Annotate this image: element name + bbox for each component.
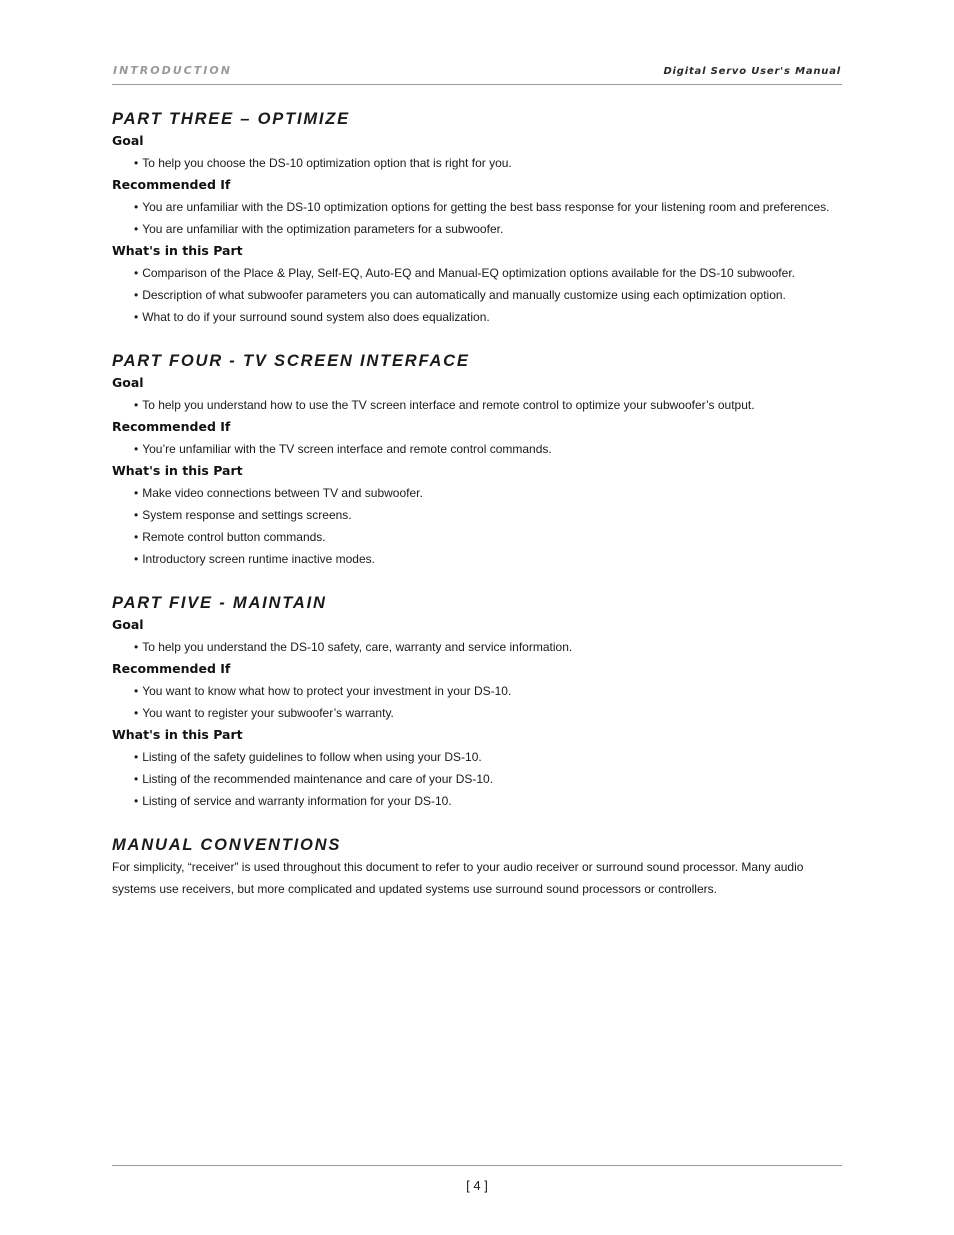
part-title: PART FOUR - TV SCREEN INTERFACE — [112, 352, 470, 370]
recommended-heading: Recommended If — [112, 419, 231, 434]
whats-in-part-list — [112, 482, 842, 570]
part-three-section — [112, 108, 842, 328]
list-item: • You want to know what how to protect your investment in your DS-10. — [134, 680, 842, 702]
goal-heading: Goal — [112, 375, 144, 390]
list-item: • Remote control button commands. — [134, 526, 842, 548]
page-header — [112, 62, 842, 85]
part-five-section — [112, 592, 842, 812]
header-manual-title: Digital Servo User's Manual — [663, 66, 841, 77]
whats-in-part-heading: What's in this Part — [112, 463, 243, 478]
list-item: • Listing of the recommended maintenance and care of your DS-10. — [134, 768, 842, 790]
part-four-section — [112, 350, 842, 570]
list-item: • To help you understand the DS-10 safety, care, warranty and service information. — [134, 636, 842, 658]
list-item: • Make video connections between TV and subwoofer. — [134, 482, 842, 504]
whats-in-part-heading: What's in this Part — [112, 243, 243, 258]
list-item: • You’re unfamiliar with the TV screen interface and remote control commands. — [134, 438, 842, 460]
goal-heading: Goal — [112, 133, 144, 148]
conventions-paragraph: For simplicity, “receiver” is used throughout this document to refer to your audio receiver or surround sound processor. Many audio systems use receivers, but more complicated and updated systems use surround sound processors or controllers. — [112, 860, 804, 896]
recommended-heading: Recommended If — [112, 177, 231, 192]
recommended-list — [112, 680, 842, 724]
part-title: PART THREE – OPTIMIZE — [112, 110, 350, 128]
section-title: MANUAL CONVENTIONS — [112, 836, 342, 854]
list-item: • You are unfamiliar with the optimization parameters for a subwoofer. — [134, 218, 842, 240]
list-item: • What to do if your surround sound system also does equalization. — [134, 306, 842, 328]
page-number: [ 4 ] — [466, 1178, 488, 1193]
goal-list — [112, 636, 842, 658]
goal-list — [112, 394, 842, 416]
recommended-list — [112, 438, 842, 460]
header-section-label: INTRODUCTION — [113, 64, 232, 77]
list-item: • Comparison of the Place & Play, Self-EQ, Auto-EQ and Manual-EQ optimization options available for the DS-10 subwoofer. — [134, 262, 842, 284]
goal-list — [112, 152, 842, 174]
list-item: • Description of what subwoofer parameters you can automatically and manually customize using each optimization option. — [134, 284, 842, 306]
recommended-heading: Recommended If — [112, 661, 231, 676]
list-item: • System response and settings screens. — [134, 504, 842, 526]
list-item: • You are unfamiliar with the DS-10 optimization options for getting the best bass response for your listening room and preferences. — [134, 196, 842, 218]
page-content — [112, 108, 842, 922]
whats-in-part-heading: What's in this Part — [112, 727, 243, 742]
list-item: • Introductory screen runtime inactive modes. — [134, 548, 842, 570]
list-item: • Listing of service and warranty information for your DS-10. — [134, 790, 842, 812]
goal-heading: Goal — [112, 617, 144, 632]
footer-divider — [112, 1165, 842, 1166]
list-item: • You want to register your subwoofer’s warranty. — [134, 702, 842, 724]
recommended-list — [112, 196, 842, 240]
whats-in-part-list — [112, 746, 842, 812]
list-item: • To help you understand how to use the TV screen interface and remote control to optimize your subwoofer’s output. — [134, 394, 842, 416]
part-title: PART FIVE - MAINTAIN — [112, 594, 327, 612]
list-item: • Listing of the safety guidelines to follow when using your DS-10. — [134, 746, 842, 768]
list-item: • To help you choose the DS-10 optimization option that is right for you. — [134, 152, 842, 174]
manual-conventions-section — [112, 834, 842, 900]
whats-in-part-list — [112, 262, 842, 328]
